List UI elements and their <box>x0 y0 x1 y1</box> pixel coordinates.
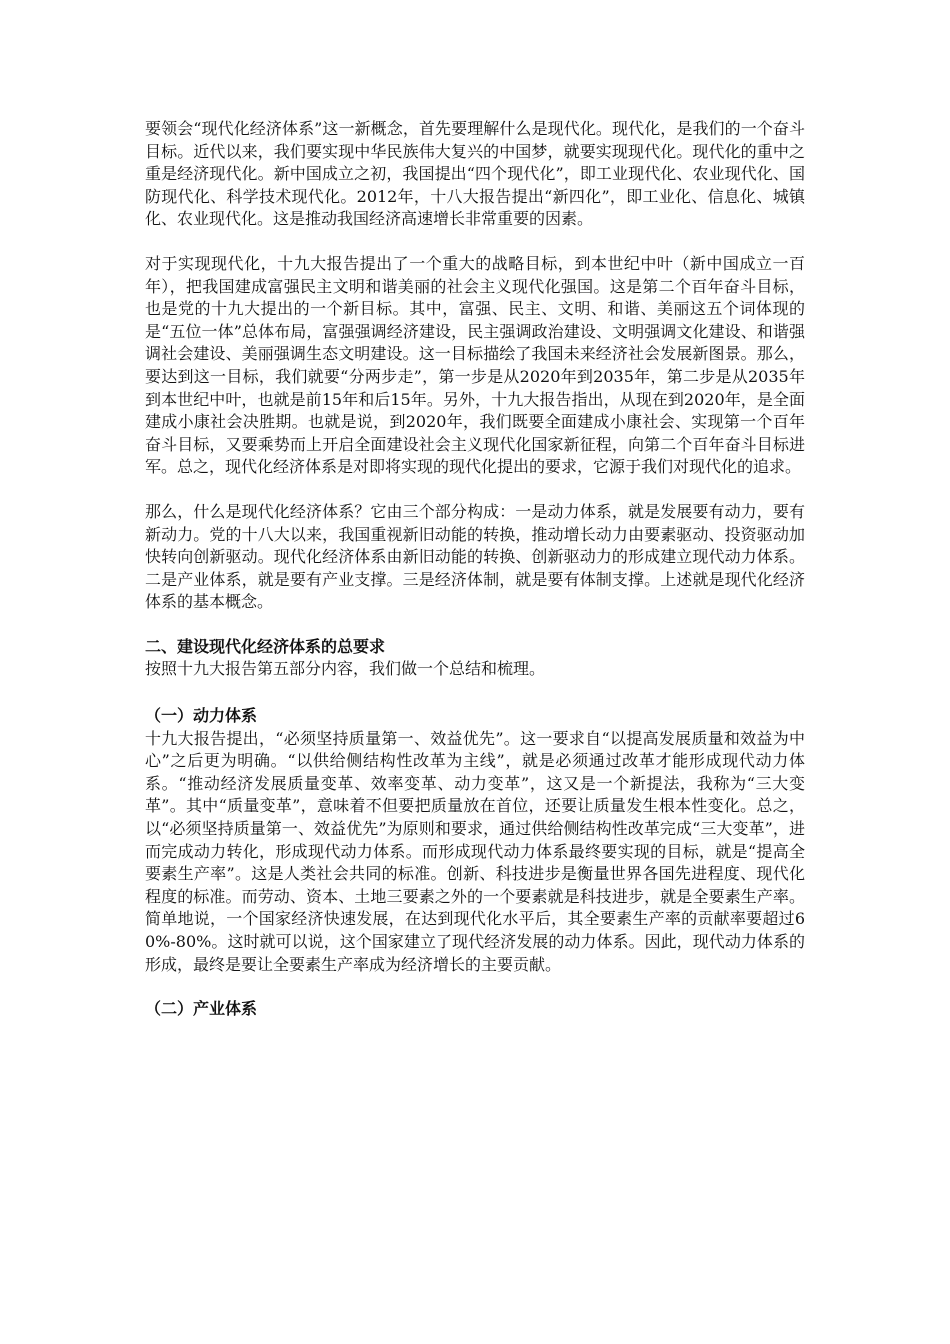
subsection-heading-industrial-system: （二）产业体系 <box>145 999 258 1019</box>
paragraph-system-definition: 那么，什么是现代化经济体系？它由三个部分构成：一是动力体系，就是发展要有动力，要有新动力。党的十八大以来，我国重视新旧动能的转换，推动增长动力由要素驱动、投资驱动加快转向创新驱动。现代化经济体系由新旧动能的转换、创新驱动力的形成建立现代动力体系。二是产业体系，就是要有产业支撑。三是经济体制，就是要有体制支撑。上述就是现代化经济体系的基本概念。 <box>145 501 805 612</box>
paragraph-driving-force-system: 十九大报告提出，“必须坚持质量第一、效益优先”。这一要求自“以提高发展质量和效益为中心”之后更为明确。“以供给侧结构性改革为主线”，就是必须通过改革才能形成现代动力体系。“推动经济发展质量变革、效率变革、动力变革”，这又是一个新提法，我称为“三大变革”。其中“质量变革”，意味着不但要把质量放在首位，还要让质量发生根本性变化。总之，以“必须坚持质量第一、效益优先”为原则和要求，通过供给侧结构性改革完成“三大变革”，进而完成动力转化，形成现代动力体系。而形成现代动力体系最终要实现的目标，就是“提高全要素生产率”。这是人类社会共同的标准。创新、科技进步是衡量世界各国先进程度、现代化程度的标准。而劳动、资本、土地三要素之外的一个要素就是科技进步，就是全要素生产率。简单地说，一个国家经济快速发展，在达到现代化水平后，其全要素生产率的贡献率要超过60%-80%。这时就可以说，这个国家建立了现代经济发展的动力体系。因此，现代动力体系的形成，最终是要让全要素生产率成为经济增长的主要贡献。 <box>145 728 805 974</box>
subsection-heading-driving-force: （一）动力体系 <box>145 706 258 726</box>
paragraph-strategic-goal: 对于实现现代化，十九大报告提出了一个重大的战略目标，到本世纪中叶（新中国成立一百年），把我国建成富强民主文明和谐美丽的社会主义现代化强国。这是第二个百年奋斗目标，也是党的十九大提出的一个新目标。其中，富强、民主、文明、和谐、美丽这五个词体现的是“五位一体”总体布局，富强强调经济建设，民主强调政治建设、文明强调文化建设、和谐强调社会建设、美丽强调生态文明建设。这一目标描绘了我国未来经济社会发展新图景。那么，要达到这一目标，我们就要“分两步走”，第一步是从2020年到2035年，第二步是从2035年到本世纪中叶，也就是前15年和后15年。另外，十九大报告指出，从现在到2020年，是全面建成小康社会决胜期。也就是说，到2020年，我们既要全面建成小康社会、实现第一个百年奋斗目标，又要乘势而上开启全面建设社会主义现代化国家新征程，向第二个百年奋斗目标进军。总之，现代化经济体系是对即将实现的现代化提出的要求，它源于我们对现代化的追求。 <box>145 253 805 477</box>
paragraph-modernization-concept: 要领会“现代化经济体系”这一新概念，首先要理解什么是现代化。现代化，是我们的一个奋斗目标。近代以来，我们要实现中华民族伟大复兴的中国梦，就要实现现代化。现代化的重中之重是经济现代化。新中国成立之初，我国提出“四个现代化”，即工业现代化、农业现代化、国防现代化、科学技术现代化。2012年，十八大报告提出“新四化”，即工业化、信息化、城镇化、农业现代化。这是推动我国经济高速增长非常重要的因素。 <box>145 119 805 229</box>
section-heading-general-requirements: 二、建设现代化经济体系的总要求 <box>145 636 386 656</box>
document-body <box>145 118 805 1021</box>
paragraph-summary-intro: 按照十九大报告第五部分内容，我们做一个总结和梳理。 <box>145 659 546 679</box>
